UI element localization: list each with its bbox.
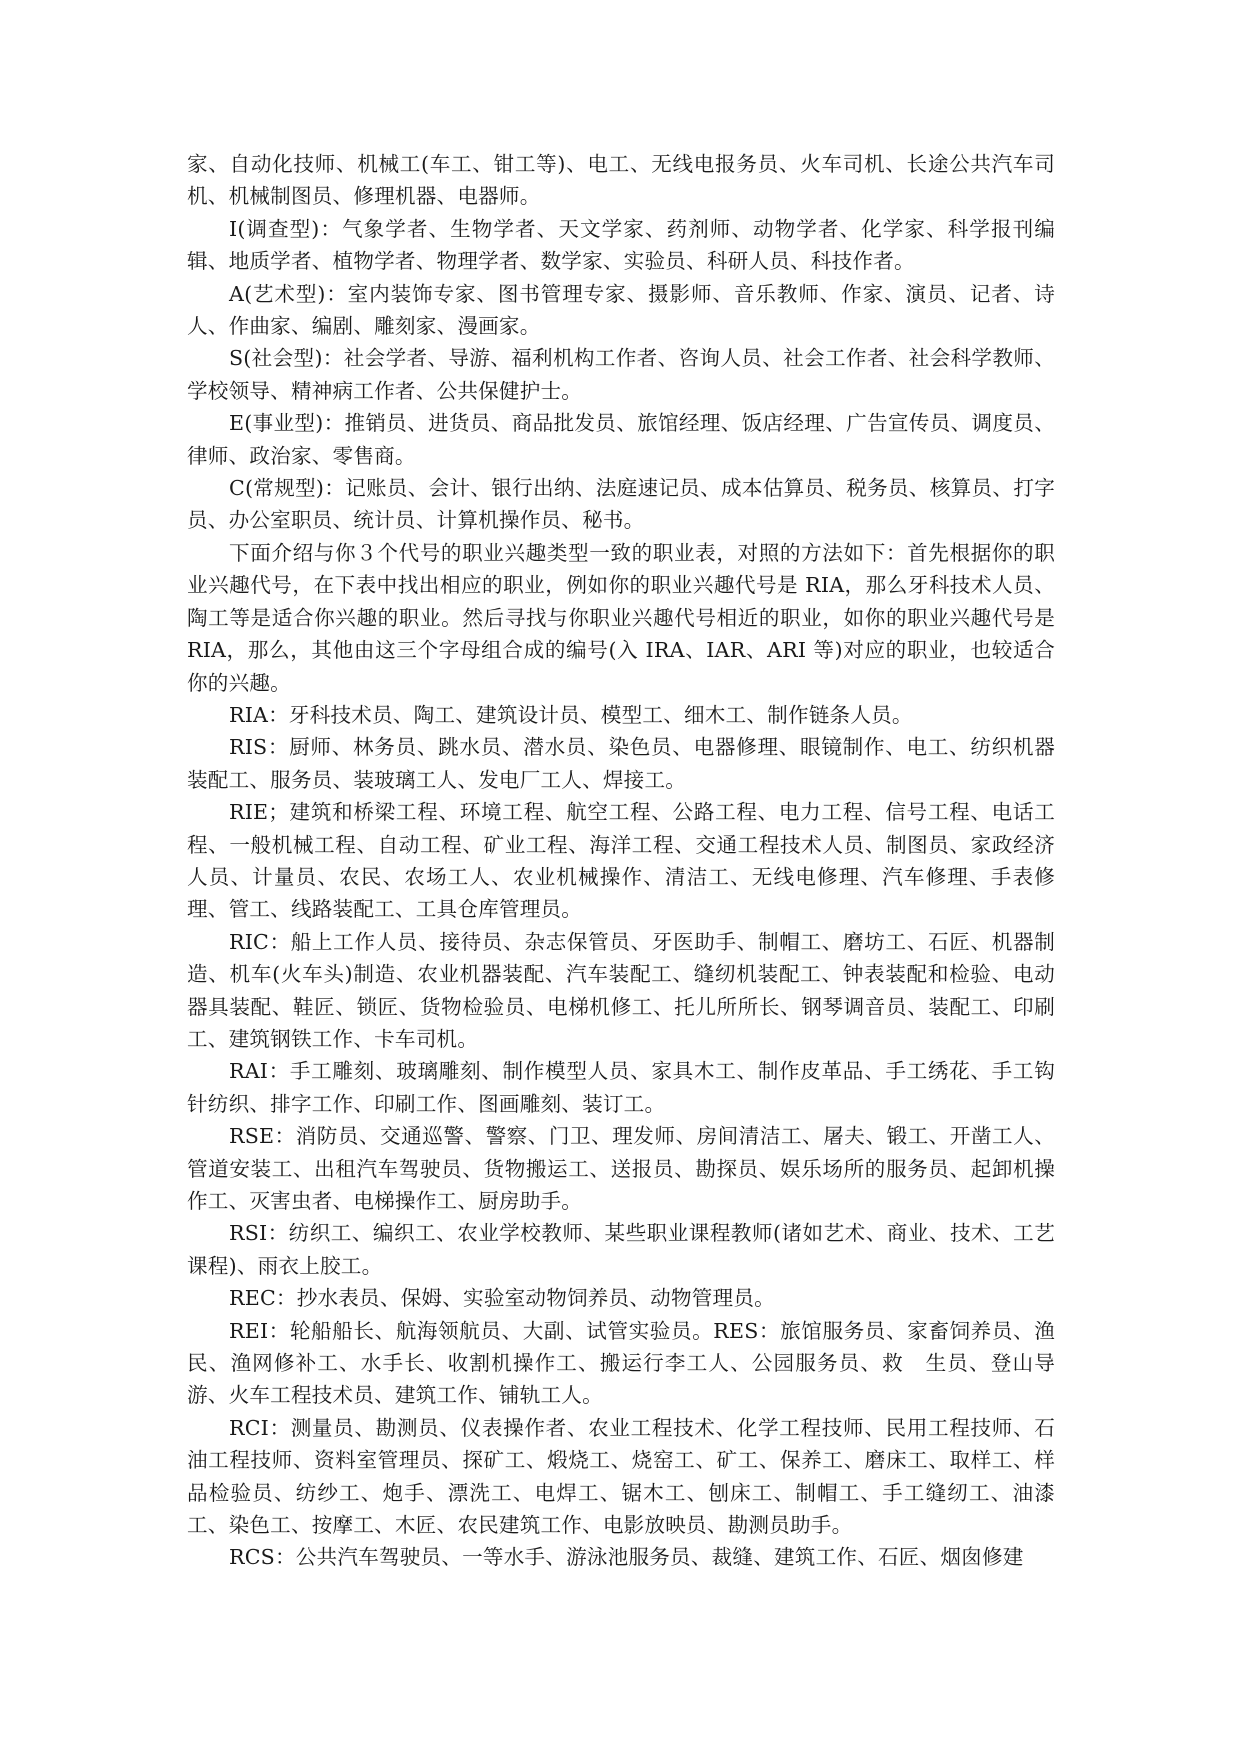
paragraph-artistic-type: A(艺术型)：室内装饰专家、图书管理专家、摄影师、音乐教师、作家、演员、记者、诗人、作曲家、编剧、雕刻家、漫画家。 [187,281,1055,339]
paragraph-instructions: 下面介绍与你３个代号的职业兴趣类型一致的职业表，对照的方法如下：首先根据你的职业兴趣代号，在下表中找出相应的职业，例如你的职业兴趣代号是 RIA，那么牙科技术人员、陶工等是适合你兴趣的职业。然后寻找与你职业兴趣代号相近的职业，如你的职业兴趣代号是 RIA，那么，其他由这三个字母组合成的编号(入 IRA、IAR、ARI 等)对应的职业，也较适合你的兴趣。 [187,540,1055,695]
document-page [187,148,1055,1574]
paragraph-rsi: RSI：纺织工、编织工、农业学校教师、某些职业课程教师(诸如艺术、商业、技术、工艺课程)、雨衣上胶工。 [187,1221,1055,1278]
paragraph-rie: RIE；建筑和桥梁工程、环境工程、航空工程、公路工程、电力工程、信号工程、电话工程、一般机械工程、自动工程、矿业工程、海洋工程、交通工程技术人员、制图员、家政经济人员、计量员、农民、农场工人、农业机械操作、清洁工、无线电修理、汽车修理、手表修理、管工、线路装配工、工具仓库管理员。 [187,800,1055,922]
paragraph-enterprising-type: E(事业型)：推销员、进货员、商品批发员、旅馆经理、饭店经理、广告宣传员、调度员、律师、政治家、零售商。 [187,411,1055,468]
paragraph-ris: RIS：厨师、林务员、跳水员、潜水员、染色员、电器修理、眼镜制作、电工、纺织机器装配工、服务员、装玻璃工人、发电厂工人、焊接工。 [187,735,1055,792]
paragraph-social-type: S(社会型)：社会学者、导游、福利机构工作者、咨询人员、社会工作者、社会科学教师、学校领导、精神病工作者、公共保健护士。 [187,346,1055,403]
paragraph-investigative-type: I(调查型)：气象学者、生物学者、天文学家、药剂师、动物学者、化学家、科学报刊编辑、地质学者、植物学者、物理学者、数学家、实验员、科研人员、科技作者。 [187,216,1055,274]
paragraph-rcs: RCS：公共汽车驾驶员、一等水手、游泳池服务员、裁缝、建筑工作、石匠、烟囱修建 [229,1545,1024,1570]
paragraph-continuation: 家、自动化技师、机械工(车工、钳工等)、电工、无线电报务员、火车司机、长途公共汽车司机、机械制图员、修理机器、电器师。 [187,152,1055,209]
paragraph-rse: RSE：消防员、交通巡警、警察、门卫、理发师、房间清洁工、屠夫、锻工、开凿工人、管道安装工、出租汽车驾驶员、货物搬运工、送报员、勘探员、娱乐场所的服务员、起卸机操作工、灭害虫者、电梯操作工、厨房助手。 [187,1124,1055,1213]
paragraph-rai: RAI：手工雕刻、玻璃雕刻、制作模型人员、家具木工、制作皮革品、手工绣花、手工钩针纺织、排字工作、印刷工作、图画雕刻、装订工。 [187,1059,1055,1116]
paragraph-ria: RIA：牙科技术员、陶工、建筑设计员、模型工、细木工、制作链条人员。 [229,702,913,727]
paragraph-rec: REC：抄水表员、保姆、实验室动物饲养员、动物管理员。 [229,1286,775,1311]
paragraph-rci: RCI：测量员、勘测员、仪表操作者、农业工程技术、化学工程技师、民用工程技师、石油工程技师、资料室管理员、探矿工、煅烧工、烧窑工、矿工、保养工、磨床工、取样工、样品检验员、纺纱工、炮手、漂洗工、电焊工、锯木工、刨床工、制帽工、手工缝纫工、油漆工、染色工、按摩工、木匠、农民建筑工作、电影放映员、勘测员助手。 [187,1415,1055,1538]
paragraph-rei-res: REI：轮船船长、航海领航员、大副、试管实验员。RES：旅馆服务员、家畜饲养员、渔民、渔网修补工、水手长、收割机操作工、搬运行李工人、公园服务员、救 生员、登山导游、火车工程技术员、建筑工作、铺轨工人。 [187,1318,1055,1408]
paragraph-ric: RIC：船上工作人员、接待员、杂志保管员、牙医助手、制帽工、磨坊工、石匠、机器制造、机车(火车头)制造、农业机器装配、汽车装配工、缝纫机装配工、钟表装配和检验、电动器具装配、鞋匠、锁匠、货物检验员、电梯机修工、托儿所所长、钢琴调音员、装配工、印刷工、建筑钢铁工作、卡车司机。 [187,929,1055,1051]
paragraph-conventional-type: C(常规型)：记账员、会计、银行出纳、法庭速记员、成本估算员、税务员、核算员、打字员、办公室职员、统计员、计算机操作员、秘书。 [187,476,1055,533]
